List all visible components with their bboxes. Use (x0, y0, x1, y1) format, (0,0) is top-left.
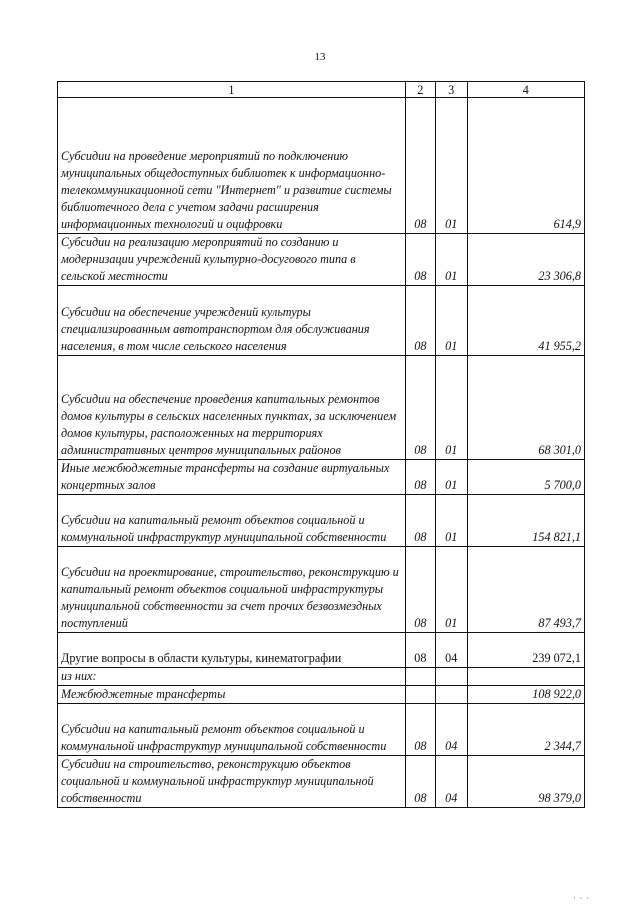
row-section: 08 (405, 633, 435, 668)
row-name: Субсидии на реализацию мероприятий по созданию и модернизации учреждений культурно-досугового типа в сельской местности (58, 234, 406, 286)
row-section: 08 (405, 704, 435, 756)
row-section: 08 (405, 756, 435, 808)
row-amount: 108 922,0 (467, 686, 584, 704)
table-row (58, 286, 585, 356)
row-section (405, 668, 435, 686)
row-subsection (435, 668, 467, 686)
row-amount: 614,9 (467, 98, 584, 234)
table-row (58, 756, 585, 808)
row-name: Межбюджетные трансферты (58, 686, 406, 704)
row-subsection: 04 (435, 633, 467, 668)
page-number: 13 (314, 51, 326, 63)
table-row (58, 460, 585, 495)
table-row (58, 547, 585, 633)
row-subsection: 01 (435, 234, 467, 286)
row-subsection: 01 (435, 495, 467, 547)
table-row (58, 98, 585, 234)
row-subsection: 01 (435, 460, 467, 495)
row-name: Субсидии на проектирование, строительство, реконструкцию и капитальный ремонт объектов социальной инфраструктуры муниципальной собственности за счет прочих безвозмездных поступлений (58, 547, 406, 633)
table-row (58, 234, 585, 286)
row-amount: 68 301,0 (467, 356, 584, 460)
row-section: 08 (405, 547, 435, 633)
table-row (58, 356, 585, 460)
header-col-3: 3 (435, 82, 467, 98)
row-name: Субсидии на капитальный ремонт объектов социальной и коммунальной инфраструктур муниципальной собственности (58, 495, 406, 547)
row-section: 08 (405, 460, 435, 495)
row-subsection: 01 (435, 356, 467, 460)
table-row (58, 668, 585, 686)
row-section: 08 (405, 234, 435, 286)
header-col-1: 1 (58, 82, 406, 98)
table-row (58, 686, 585, 704)
row-amount: 2 344,7 (467, 704, 584, 756)
table-header-row (58, 82, 585, 98)
header-col-2: 2 (405, 82, 435, 98)
table-row (58, 704, 585, 756)
budget-table (57, 81, 585, 808)
row-name: из них: (58, 668, 406, 686)
row-subsection (435, 686, 467, 704)
table-row (58, 495, 585, 547)
row-subsection: 01 (435, 286, 467, 356)
row-name: Субсидии на капитальный ремонт объектов социальной и коммунальной инфраструктур муниципальной собственности (58, 704, 406, 756)
row-amount: 98 379,0 (467, 756, 584, 808)
row-amount: 87 493,7 (467, 547, 584, 633)
row-name: Субсидии на обеспечение учреждений культуры специализированным автотранспортом для обслуживания населения, в том числе сельского населения (58, 286, 406, 356)
row-section: 08 (405, 98, 435, 234)
row-subsection: 04 (435, 704, 467, 756)
row-amount: 154 821,1 (467, 495, 584, 547)
row-amount: 5 700,0 (467, 460, 584, 495)
row-name: Субсидии на обеспечение проведения капитальных ремонтов домов культуры в сельских населенных пунктах, за исключением домов культуры, расположенных на территориях административных центров муниципальных районов (58, 356, 406, 460)
row-name: Иные межбюджетные трансферты на создание виртуальных концертных залов (58, 460, 406, 495)
row-section: 08 (405, 286, 435, 356)
row-amount (467, 668, 584, 686)
row-name: Субсидии на проведение мероприятий по подключению муниципальных общедоступных библиотек к информационно-телекоммуникационной сети "Интернет" и развитие системы библиотечного дела с учетом задачи расширения информационных технологий и оцифровки (58, 98, 406, 234)
row-name: Другие вопросы в области культуры, кинематографии (58, 633, 406, 668)
row-name: Субсидии на строительство, реконструкцию объектов социальной и коммунальной инфраструктур муниципальной собственности (58, 756, 406, 808)
row-amount: 239 072,1 (467, 633, 584, 668)
row-section: 08 (405, 495, 435, 547)
row-amount: 23 306,8 (467, 234, 584, 286)
row-subsection: 04 (435, 756, 467, 808)
row-subsection: 01 (435, 547, 467, 633)
row-subsection: 01 (435, 98, 467, 234)
corner-mark: · · · (573, 894, 590, 903)
table-row (58, 633, 585, 668)
row-amount: 41 955,2 (467, 286, 584, 356)
row-section (405, 686, 435, 704)
row-section: 08 (405, 356, 435, 460)
header-col-4: 4 (467, 82, 584, 98)
